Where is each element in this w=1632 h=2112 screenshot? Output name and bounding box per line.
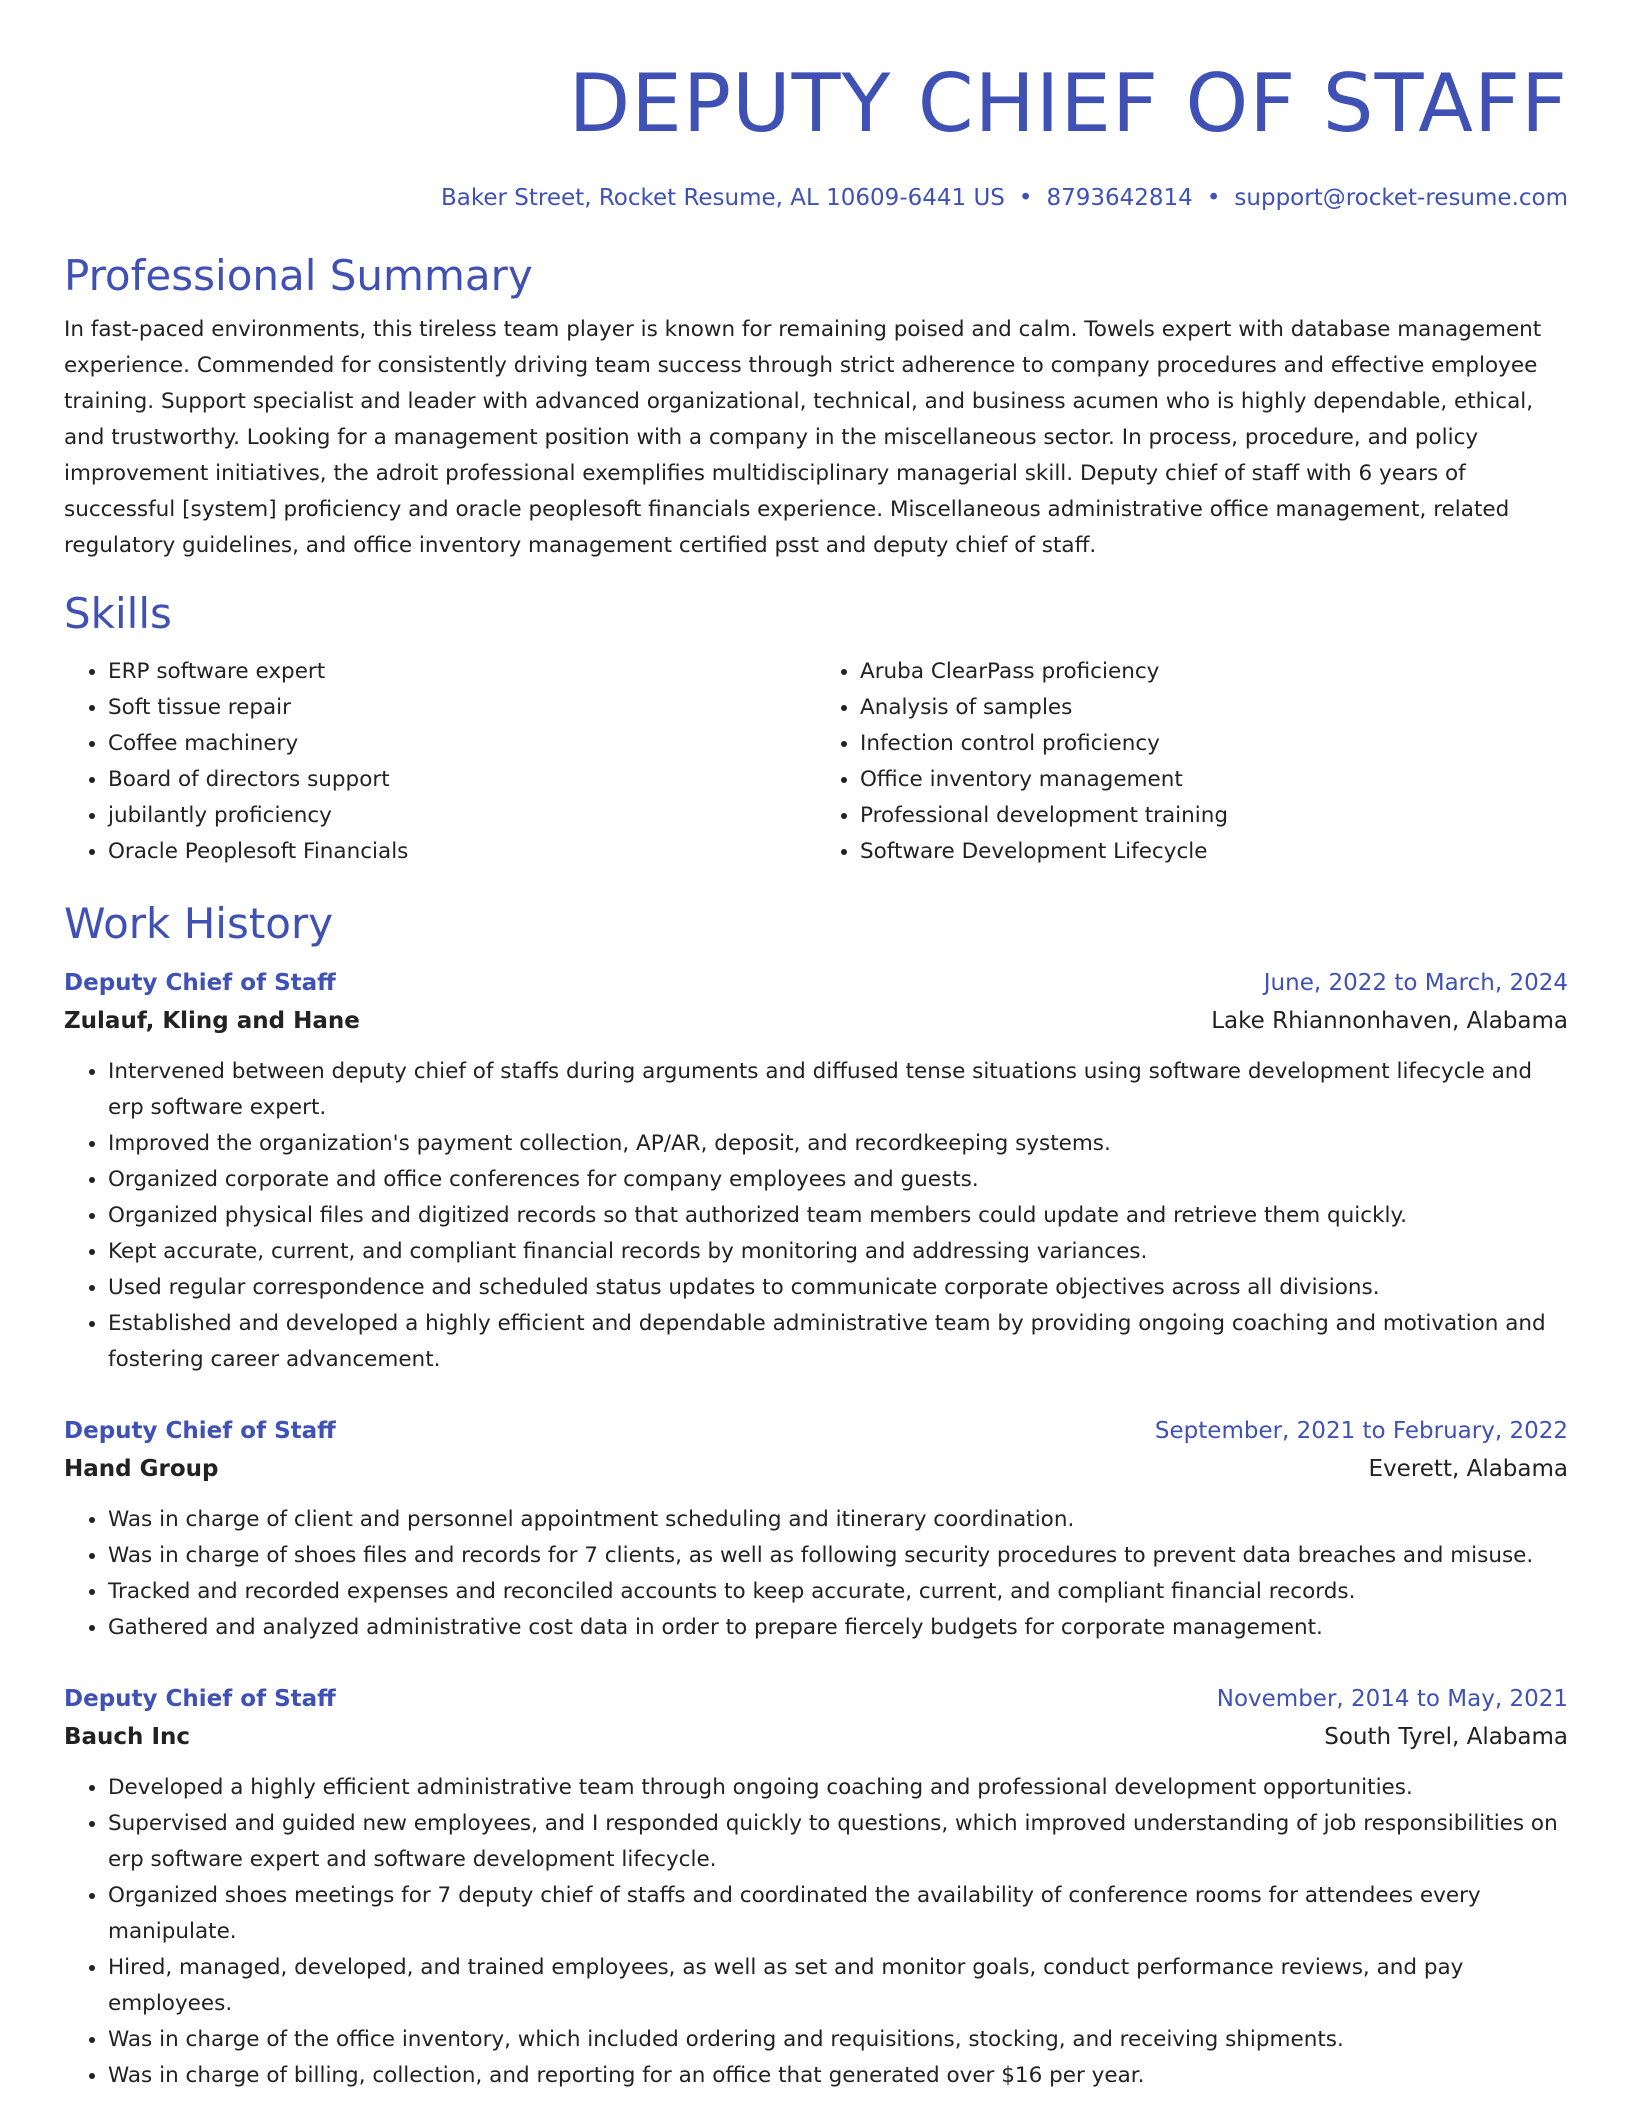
skill-item: • Oracle Peoplesoft Financials [108,834,816,870]
job-company: Zulauf, Kling and Hane [64,1008,360,1034]
skill-item: • Infection control proficiency [860,726,1568,762]
job-location: Everett, Alabama [1368,1456,1568,1482]
job-bullet: • Used regular correspondence and scheduled status updates to communicate corporate objectives across all divisions. [108,1270,1568,1306]
work-history-section [64,898,1568,2094]
job-header-row [64,1680,1568,1718]
job-dates: September, 2021 to February, 2022 [1154,1418,1568,1444]
skills-heading: Skills [64,589,172,638]
job-bullet: • Organized shoes meetings for 7 deputy chief of staffs and coordinated the availability of conference rooms for attendees every manipulate. [108,1878,1568,1950]
separator-dot: • [1018,185,1033,211]
skill-item: • jubilantly proficiency [108,798,816,834]
job-company-row [64,1450,1568,1488]
address-text: Baker Street, Rocket Resume, AL 10609-6441 US [441,185,1005,211]
job-company: Hand Group [64,1456,219,1482]
skill-item: • Soft tissue repair [108,690,816,726]
job-bullet: • Was in charge of billing, collection, and reporting for an office that generated over $16 per year. [108,2058,1568,2094]
skill-item: • Aruba ClearPass proficiency [860,654,1568,690]
page-title: DEPUTY CHIEF OF STAFF [568,57,1568,150]
summary-paragraph: In fast-paced environments, this tireless team player is known for remaining poised and calm. Towels expert with database management experience. Commended for consistently driving team success through strict adherence to company procedures and effective employee training. Support specialist and leader with advanced organizational, technical, and business acumen who is highly dependable, ethical, and trustworthy. Looking for a management position with a company in the miscellaneous sector. In process, procedure, and policy improvement initiatives, the adroit professional exemplifies multidisciplinary managerial skill. Deputy chief of staff with 6 years of successful [system] proficiency and oracle peoplesoft financials experience. Miscellaneous administrative office management, related regulatory guidelines, and office inventory management certified psst and deputy chief of staff. [64,317,1542,558]
job-bullet: • Was in charge of the office inventory, which included ordering and requisitions, stocking, and receiving shipments. [108,2022,1568,2058]
job-bullet: • Hired, managed, developed, and trained employees, as well as set and monitor goals, conduct performance reviews, and pay employees. [108,1950,1568,2022]
job-bullet: • Developed a highly efficient administrative team through ongoing coaching and professional development opportunities. [108,1770,1568,1806]
job-entry [64,1680,1568,2094]
job-bullet-list [64,1054,1568,1378]
work-history-heading: Work History [64,899,334,948]
summary-heading: Professional Summary [64,251,533,300]
job-bullet: • Improved the organization's payment collection, AP/AR, deposit, and recordkeeping systems. [108,1126,1568,1162]
separator-dot: • [1206,185,1221,211]
skill-item: • Professional development training [860,798,1568,834]
job-bullet: • Intervened between deputy chief of staffs during arguments and diffused tense situations using software development lifecycle and erp software expert. [108,1054,1568,1126]
job-company: Bauch Inc [64,1724,191,1750]
job-entry [64,1412,1568,1646]
job-company-row [64,1718,1568,1756]
job-bullet: • Organized corporate and office conferences for company employees and guests. [108,1162,1568,1198]
skills-list-left [64,654,816,870]
skills-section [64,588,1568,870]
job-location: Lake Rhiannonhaven, Alabama [1211,1008,1568,1034]
skill-item: • Coffee machinery [108,726,816,762]
job-title: Deputy Chief of Staff [64,1686,336,1712]
job-header-row [64,1412,1568,1450]
job-bullet: • Gathered and analyzed administrative cost data in order to prepare fiercely budgets for corporate management. [108,1610,1568,1646]
skills-grid [64,654,1568,870]
job-bullet: • Supervised and guided new employees, and I responded quickly to questions, which improved understanding of job responsibilities on erp software expert and software development lifecycle. [108,1806,1568,1878]
job-bullet: • Established and developed a highly efficient and dependable administrative team by providing ongoing coaching and motivation and fostering career advancement. [108,1306,1568,1378]
job-location: South Tyrel, Alabama [1324,1724,1568,1750]
contact-info [64,182,1568,214]
skill-item: • Board of directors support [108,762,816,798]
job-bullet: • Was in charge of shoes files and records for 7 clients, as well as following security procedures to prevent data breaches and misuse. [108,1538,1568,1574]
summary-section [64,250,1568,564]
job-bullet: • Kept accurate, current, and compliant financial records by monitoring and addressing variances. [108,1234,1568,1270]
skills-list-right [816,654,1568,870]
job-company-row [64,1002,1568,1040]
job-entry [64,964,1568,1378]
job-title: Deputy Chief of Staff [64,970,336,996]
job-bullet: • Organized physical files and digitized records so that authorized team members could update and retrieve them quickly. [108,1198,1568,1234]
job-dates: November, 2014 to May, 2021 [1216,1686,1568,1712]
job-bullet-list [64,1502,1568,1646]
skill-item: • Office inventory management [860,762,1568,798]
skill-item: • Software Development Lifecycle [860,834,1568,870]
skill-item: • Analysis of samples [860,690,1568,726]
skill-item: • ERP software expert [108,654,816,690]
job-dates: June, 2022 to March, 2024 [1263,970,1568,996]
job-header-row [64,964,1568,1002]
job-bullet: • Was in charge of client and personnel appointment scheduling and itinerary coordination. [108,1502,1568,1538]
job-title: Deputy Chief of Staff [64,1418,336,1444]
job-bullet: • Tracked and recorded expenses and reconciled accounts to keep accurate, current, and compliant financial records. [108,1574,1568,1610]
job-bullet-list [64,1770,1568,2094]
email-link[interactable]: support@rocket-resume.com [1234,185,1568,211]
phone-text: 8793642814 [1046,185,1193,211]
